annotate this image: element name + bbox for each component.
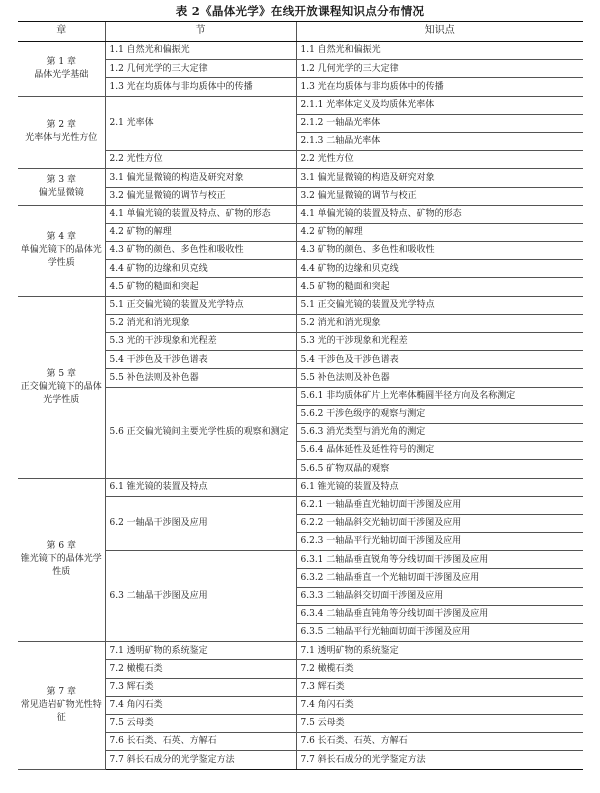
chapter-cell: 第 4 章 单偏光镜下的晶体光学性质	[18, 205, 105, 296]
knowledge-point-cell: 3.2 偏光显微镜的调节与校正	[296, 187, 583, 205]
section-cell: 7.5 云母类	[105, 714, 296, 732]
section-cell: 1.2 几何光学的三大定律	[105, 60, 296, 78]
section-cell: 7.3 辉石类	[105, 678, 296, 696]
table-body	[18, 42, 583, 770]
knowledge-point-cell: 2.2 光性方位	[296, 151, 583, 169]
knowledge-point-cell: 5.6.4 晶体延性及延性符号的测定	[296, 442, 583, 460]
section-cell: 4.3 矿物的颜色、多色性和吸收性	[105, 242, 296, 260]
section-cell: 5.3 光的干涉现象和光程差	[105, 333, 296, 351]
knowledge-point-cell: 7.2 橄榄石类	[296, 660, 583, 678]
section-cell: 6.1 锥光镜的装置及特点	[105, 478, 296, 496]
knowledge-point-cell: 6.2.1 一轴晶垂直光轴切面干涉图及应用	[296, 496, 583, 514]
knowledge-point-cell: 5.6.5 矿物双晶的观察	[296, 460, 583, 478]
knowledge-point-cell: 4.3 矿物的颜色、多色性和吸收性	[296, 242, 583, 260]
knowledge-point-cell: 6.3.1 二轴晶垂直锐角等分线切面干涉图及应用	[296, 551, 583, 569]
knowledge-point-cell: 6.3.5 二轴晶平行光轴面切面干涉图及应用	[296, 624, 583, 642]
knowledge-point-cell: 4.5 矿物的糙面和突起	[296, 278, 583, 296]
section-cell: 3.1 偏光显微镜的构造及研究对象	[105, 169, 296, 187]
knowledge-point-cell: 6.3.2 二轴晶垂直一个光轴切面干涉图及应用	[296, 569, 583, 587]
knowledge-point-cell: 6.3.4 二轴晶垂直钝角等分线切面干涉图及应用	[296, 605, 583, 623]
header-knowledge-point: 知识点	[296, 22, 583, 42]
knowledge-point-cell: 6.1 锥光镜的装置及特点	[296, 478, 583, 496]
knowledge-point-cell: 5.6.3 消光类型与消光角的测定	[296, 423, 583, 441]
section-cell: 6.3 二轴晶干涉图及应用	[105, 551, 296, 642]
section-cell: 7.6 长石类、石英、方解石	[105, 733, 296, 751]
knowledge-point-cell: 5.5 补色法则及补色器	[296, 369, 583, 387]
header-chapter: 章	[18, 22, 105, 42]
knowledge-point-cell: 1.2 几何光学的三大定律	[296, 60, 583, 78]
knowledge-point-cell: 7.7 斜长石成分的光学鉴定方法	[296, 751, 583, 769]
section-cell: 7.7 斜长石成分的光学鉴定方法	[105, 751, 296, 769]
knowledge-point-cell: 5.1 正交偏光镜的装置及光学特点	[296, 296, 583, 314]
knowledge-point-cell: 7.1 透明矿物的系统鉴定	[296, 642, 583, 660]
section-cell: 7.2 橄榄石类	[105, 660, 296, 678]
section-cell: 5.6 正交偏光镜间主要光学性质的观察和测定	[105, 387, 296, 478]
section-cell: 4.1 单偏光镜的装置及特点、矿物的形态	[105, 205, 296, 223]
section-cell: 4.4 矿物的边缘和贝克线	[105, 260, 296, 278]
knowledge-point-cell: 5.6.1 非均质体矿片上光率体椭圆半径方向及名称测定	[296, 387, 583, 405]
section-cell: 6.2 一轴晶干涉图及应用	[105, 496, 296, 551]
knowledge-point-cell: 7.3 辉石类	[296, 678, 583, 696]
chapter-cell: 第 7 章 常见造岩矿物光性特征	[18, 642, 105, 769]
table-row	[18, 169, 583, 187]
knowledge-point-cell: 5.3 光的干涉现象和光程差	[296, 333, 583, 351]
knowledge-point-cell: 7.5 云母类	[296, 714, 583, 732]
table-row	[18, 642, 583, 660]
knowledge-point-cell: 4.2 矿物的解理	[296, 223, 583, 241]
knowledge-point-cell: 5.6.2 干涉色级序的观察与测定	[296, 405, 583, 423]
knowledge-point-cell: 6.2.2 一轴晶斜交光轴切面干涉图及应用	[296, 514, 583, 532]
table-row	[18, 478, 583, 496]
knowledge-point-cell: 5.2 消光和消光现象	[296, 314, 583, 332]
knowledge-point-cell: 7.4 角闪石类	[296, 696, 583, 714]
chapter-cell: 第 1 章 晶体光学基础	[18, 42, 105, 97]
knowledge-point-cell: 6.3.3 二轴晶斜交切面干涉图及应用	[296, 587, 583, 605]
chapter-cell: 第 5 章 正交偏光镜下的晶体光学性质	[18, 296, 105, 478]
table-row	[18, 296, 583, 314]
section-cell: 1.3 光在均质体与非均质体中的传播	[105, 78, 296, 96]
knowledge-point-cell: 4.1 单偏光镜的装置及特点、矿物的形态	[296, 205, 583, 223]
knowledge-point-cell: 6.2.3 一轴晶平行光轴切面干涉图及应用	[296, 533, 583, 551]
knowledge-point-cell: 1.3 光在均质体与非均质体中的传播	[296, 78, 583, 96]
table-row	[18, 42, 583, 60]
knowledge-point-cell: 2.1.2 一轴晶光率体	[296, 114, 583, 132]
chapter-cell: 第 3 章 偏光显微镜	[18, 169, 105, 205]
table-row	[18, 205, 583, 223]
section-cell: 5.2 消光和消光现象	[105, 314, 296, 332]
section-cell: 2.2 光性方位	[105, 151, 296, 169]
knowledge-point-cell: 7.6 长石类、石英、方解石	[296, 733, 583, 751]
table-row	[18, 96, 583, 114]
knowledge-point-cell: 2.1.1 光率体定义及均质体光率体	[296, 96, 583, 114]
section-cell: 3.2 偏光显微镜的调节与校正	[105, 187, 296, 205]
knowledge-point-cell: 5.4 干涉色及干涉色谱表	[296, 351, 583, 369]
table-header-row	[18, 22, 583, 42]
section-cell: 7.4 角闪石类	[105, 696, 296, 714]
header-section: 节	[105, 22, 296, 42]
section-cell: 4.5 矿物的糙面和突起	[105, 278, 296, 296]
section-cell: 4.2 矿物的解理	[105, 223, 296, 241]
knowledge-point-cell: 3.1 偏光显微镜的构造及研究对象	[296, 169, 583, 187]
knowledge-distribution-table	[18, 21, 583, 770]
section-cell: 7.1 透明矿物的系统鉴定	[105, 642, 296, 660]
section-cell: 5.1 正交偏光镜的装置及光学特点	[105, 296, 296, 314]
knowledge-point-cell: 4.4 矿物的边缘和贝克线	[296, 260, 583, 278]
knowledge-point-cell: 2.1.3 二轴晶光率体	[296, 132, 583, 150]
chapter-cell: 第 2 章 光率体与光性方位	[18, 96, 105, 169]
chapter-cell: 第 6 章 锥光镜下的晶体光学性质	[18, 478, 105, 642]
section-cell: 5.4 干涉色及干涉色谱表	[105, 351, 296, 369]
table-caption: 表 2《晶体光学》在线开放课程知识点分布情况	[175, 4, 425, 18]
section-cell: 2.1 光率体	[105, 96, 296, 151]
knowledge-point-cell: 1.1 自然光和偏振光	[296, 42, 583, 60]
section-cell: 1.1 自然光和偏振光	[105, 42, 296, 60]
section-cell: 5.5 补色法则及补色器	[105, 369, 296, 387]
